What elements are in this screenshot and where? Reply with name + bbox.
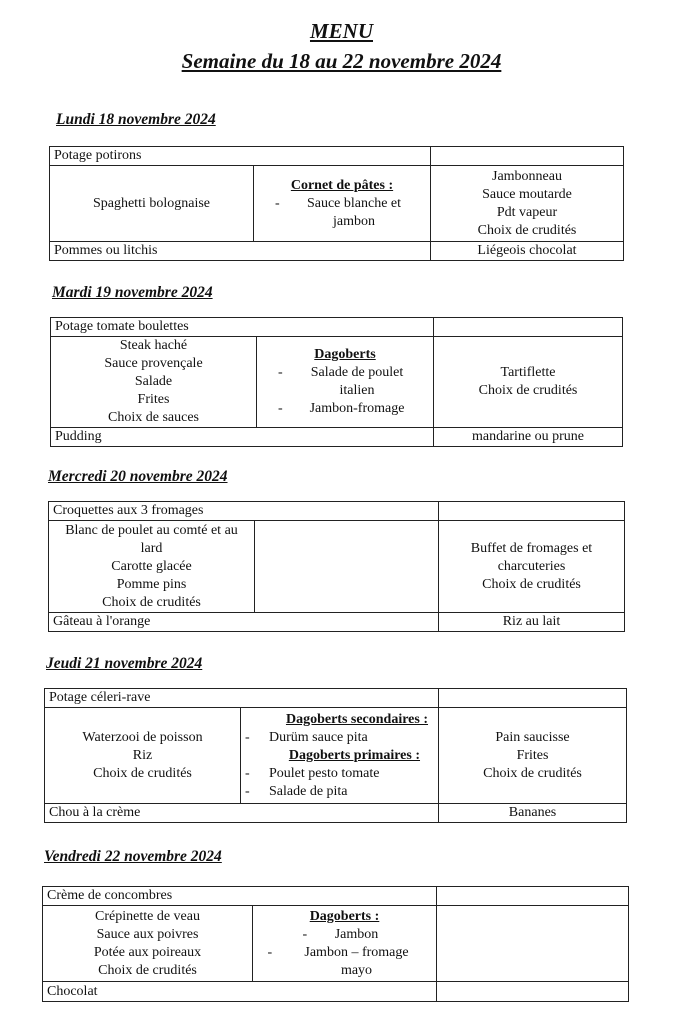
dish-line: Spaghetti bolognaise — [92, 195, 211, 211]
dessert-cell-2: Bananes — [439, 804, 627, 823]
soup-cell: Potage potirons — [50, 147, 431, 166]
dish-line: Choix de sauces — [108, 410, 199, 425]
dish-line: Choix de crudités — [482, 576, 581, 592]
empty-cell — [437, 887, 629, 906]
dessert-cell-1: Chou à la crème — [45, 804, 439, 823]
dish-line: Choix de crudités — [93, 765, 192, 781]
dish-heading: Dagoberts — [314, 347, 376, 362]
main-dish-3 — [434, 337, 623, 428]
menu-title: MENU — [309, 19, 373, 43]
main-dish-1 — [49, 521, 255, 613]
dish-item: - Salade de poulet italien — [278, 365, 404, 398]
dessert-cell-1: Chocolat — [43, 982, 437, 1002]
dish-item: - Salade de pita — [245, 783, 348, 799]
dish-line: Sauce moutarde — [482, 186, 572, 202]
dish-line: Buffet de fromages et charcuteries — [470, 540, 593, 574]
day-title-mardi: Mardi 19 novembre 2024 — [52, 284, 213, 301]
empty-cell — [431, 147, 624, 166]
dish-line: Steak haché — [119, 338, 188, 353]
main-dish-1 — [50, 166, 254, 242]
dish-line: Potée aux poireaux — [93, 944, 202, 960]
day-title-vendredi: Vendredi 22 novembre 2024 — [44, 848, 222, 865]
dish-item: - Jambon – fromage mayo — [267, 944, 409, 978]
day-title-mercredi: Mercredi 20 novembre 2024 — [48, 468, 228, 485]
dish-line: Choix de crudités — [102, 594, 201, 610]
menu-table-mercredi — [48, 501, 625, 632]
week-subtitle: Semaine du 18 au 22 novembre 2024 — [181, 49, 502, 73]
dessert-cell-2: Riz au lait — [439, 613, 625, 632]
dish-item: - Jambon — [302, 926, 379, 942]
dessert-cell-1: Pudding — [51, 428, 434, 447]
dish-line: Sauce provençale — [104, 356, 203, 371]
dish-heading: Dagoberts secondaires : — [285, 711, 429, 727]
menu-table-vendredi — [42, 886, 629, 1002]
main-dish-2 — [257, 337, 434, 428]
main-dish-3 — [439, 708, 627, 804]
empty-cell — [437, 982, 629, 1002]
dessert-cell-2: Liégeois chocolat — [431, 242, 624, 261]
dish-line: Frites — [137, 392, 170, 407]
main-dish-1 — [43, 906, 253, 982]
dish-item: - Jambon-fromage — [278, 401, 405, 416]
dessert-cell-2: mandarine ou prune — [434, 428, 623, 447]
dish-line: Pdt vapeur — [496, 204, 558, 220]
main-dish-1 — [51, 337, 257, 428]
soup-cell: Potage céleri-rave — [45, 689, 439, 708]
dish-line: Crépinette de veau — [95, 908, 200, 924]
dish-line: Jambonneau — [492, 168, 562, 184]
dish-line: Carotte glacée — [111, 558, 192, 574]
dish-heading: Dagoberts : — [309, 908, 380, 924]
dish-line: Waterzooi de poisson — [82, 729, 203, 745]
dish-line: Tartiflette — [500, 365, 556, 380]
empty-cell — [255, 521, 439, 613]
main-dish-3 — [439, 521, 625, 613]
main-dish-2 — [241, 708, 439, 804]
day-title-jeudi: Jeudi 21 novembre 2024 — [46, 655, 203, 672]
dish-line: Blanc de poulet au comté et au lard — [65, 522, 238, 556]
dessert-cell-1: Pommes ou litchis — [50, 242, 431, 261]
empty-cell — [439, 502, 625, 521]
dish-line: Choix de crudités — [483, 765, 582, 781]
menu-table-lundi — [49, 146, 624, 261]
empty-cell — [439, 689, 627, 708]
dish-line: Choix de crudités — [477, 222, 577, 238]
main-dish-2 — [253, 906, 437, 982]
dish-item: - Poulet pesto tomate — [245, 765, 380, 781]
dish-line: Choix de crudités — [478, 383, 578, 398]
dish-line: Pain saucisse — [495, 729, 570, 745]
empty-cell — [437, 906, 629, 982]
dish-item: - Sauce blanche et jambon — [275, 195, 402, 229]
dish-line: Salade — [134, 374, 173, 389]
dish-line: Pomme pins — [116, 576, 187, 592]
day-title-lundi: Lundi 18 novembre 2024 — [56, 111, 216, 128]
empty-cell — [434, 318, 623, 337]
soup-cell: Crème de concombres — [43, 887, 437, 906]
dessert-cell-1: Gâteau à l'orange — [49, 613, 439, 632]
dish-line: Frites — [516, 747, 549, 763]
dish-line: Sauce aux poivres — [96, 926, 199, 942]
main-dish-2 — [254, 166, 431, 242]
dish-heading: Cornet de pâtes : — [290, 177, 394, 193]
main-dish-1 — [45, 708, 241, 804]
soup-cell: Potage tomate boulettes — [51, 318, 434, 337]
dish-line: Riz — [132, 747, 153, 763]
dish-item: - Durüm sauce pita — [245, 729, 368, 745]
main-dish-3 — [431, 166, 624, 242]
dish-heading: Dagoberts primaires : — [288, 747, 421, 763]
menu-table-mardi — [50, 317, 623, 447]
dish-line: Choix de crudités — [98, 962, 197, 978]
menu-table-jeudi — [44, 688, 627, 823]
soup-cell: Croquettes aux 3 fromages — [49, 502, 439, 521]
